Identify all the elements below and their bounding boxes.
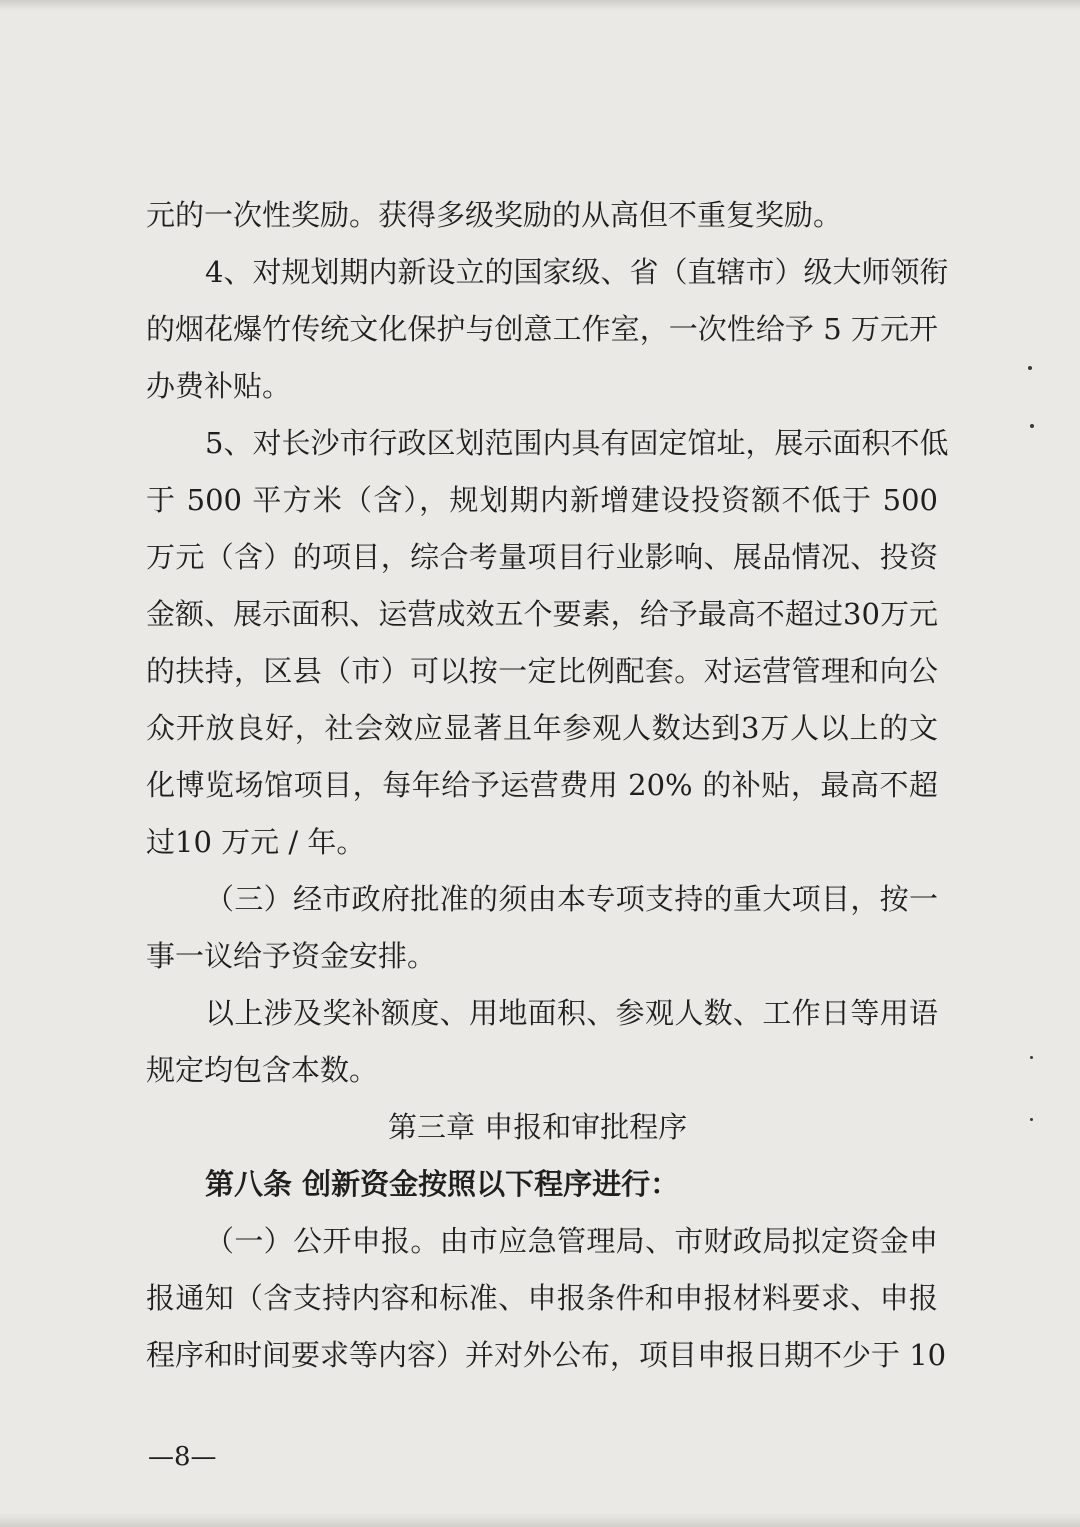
body-line: 程序和时间要求等内容）并对外公布，项目申报日期不少于 10 xyxy=(146,1338,947,1372)
chapter-heading: 第三章 申报和审批程序 xyxy=(388,1110,688,1144)
body-line: 于 500 平方米（含），规划期内新增建设投资额不低于 500 xyxy=(146,483,938,517)
scan-bottom-edge xyxy=(0,1513,1080,1527)
body-line: 元的一次性奖励。获得多级奖励的从高但不重复奖励。 xyxy=(146,198,843,232)
body-line: 5、对长沙市行政区划范围内具有固定馆址，展示面积不低 xyxy=(205,426,949,460)
body-line: 过10 万元 / 年。 xyxy=(146,825,366,859)
body-line: 事一议给予资金安排。 xyxy=(146,939,437,973)
body-line: 规定均包含本数。 xyxy=(146,1053,379,1087)
body-line: 4、对规划期内新设立的国家级、省（直辖市）级大师领衔 xyxy=(205,255,949,289)
body-line: 的扶持，区县（市）可以按一定比例配套。对运营管理和向公 xyxy=(146,654,938,688)
body-line: （三）经市政府批准的须由本专项支持的重大项目，按一 xyxy=(205,882,938,916)
scan-speck xyxy=(1028,366,1032,370)
body-line: （一）公开申报。由市应急管理局、市财政局拟定资金申 xyxy=(205,1224,938,1258)
body-line: 金额、展示面积、运营成效五个要素，给予最高不超过30万元 xyxy=(146,597,938,631)
body-line: 万元（含）的项目，综合考量项目行业影响、展品情况、投资 xyxy=(146,540,938,574)
body-line: 报通知（含支持内容和标准、申报条件和申报材料要求、申报 xyxy=(146,1281,938,1315)
scan-speck xyxy=(1030,1118,1033,1121)
scan-speck xyxy=(1030,1056,1033,1059)
page-number: —8— xyxy=(148,1442,217,1472)
body-line: 办费补贴。 xyxy=(146,369,292,403)
body-line: 众开放良好，社会效应显著且年参观人数达到3万人以上的文 xyxy=(146,711,938,745)
body-line: 的烟花爆竹传统文化保护与创意工作室，一次性给予 5 万元开 xyxy=(146,312,938,346)
article-heading: 第八条 创新资金按照以下程序进行： xyxy=(205,1167,680,1201)
body-line: 以上涉及奖补额度、用地面积、参观人数、工作日等用语 xyxy=(205,996,938,1030)
scan-speck xyxy=(1030,424,1034,428)
scan-top-edge xyxy=(0,0,1080,10)
body-line: 化博览场馆项目，每年给予运营费用 20% 的补贴，最高不超 xyxy=(146,768,938,802)
